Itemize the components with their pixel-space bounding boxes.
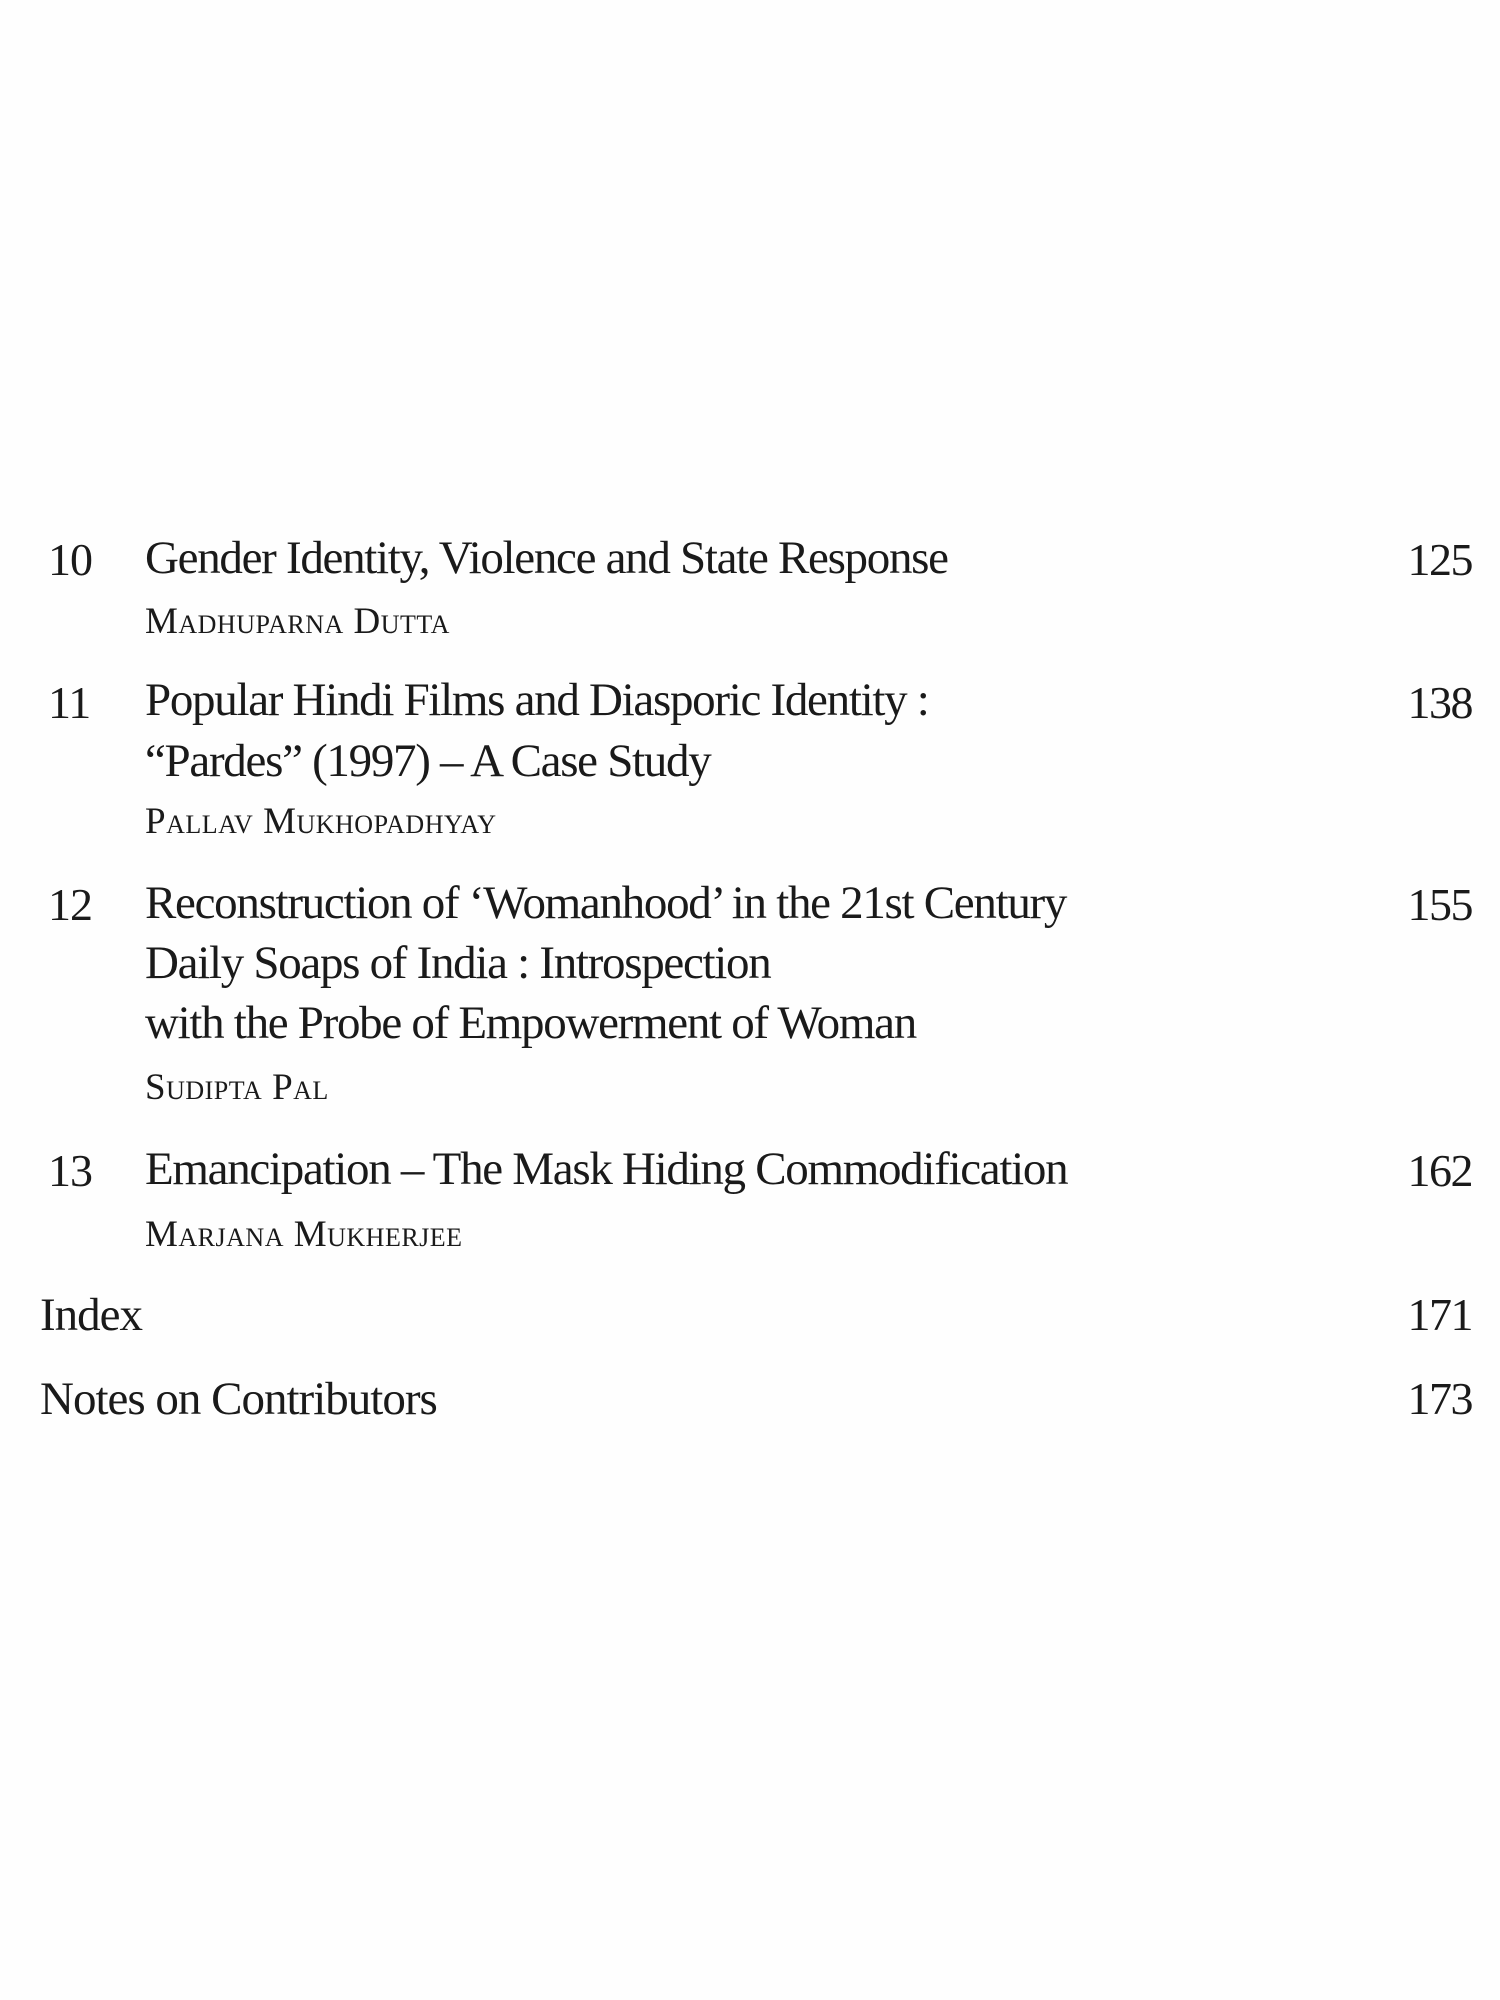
chapter-title: Gender Identity, Violence and State Response (145, 532, 948, 584)
chapter-author: Sudipta Pal (145, 1067, 329, 1108)
page-number: 171 (1407, 1289, 1472, 1340)
chapter-number: 12 (48, 879, 92, 930)
chapter-number: 11 (48, 677, 91, 728)
index-label: Index (40, 1289, 143, 1341)
chapter-author: Pallav Mukhopadhyay (145, 801, 497, 842)
chapter-title: with the Probe of Empowerment of Woman (145, 997, 916, 1049)
chapter-author: Marjana Mukherjee (145, 1214, 463, 1255)
chapter-number: 10 (48, 534, 92, 585)
chapter-title: Reconstruction of ‘Womanhood’ in the 21st Century (145, 877, 1067, 929)
page-number: 138 (1407, 677, 1472, 728)
chapter-title: Daily Soaps of India : Introspection (145, 937, 771, 989)
notes-on-contributors-label: Notes on Contributors (40, 1373, 437, 1425)
page-number: 155 (1407, 879, 1472, 930)
chapter-author: Madhuparna Dutta (145, 601, 450, 642)
page-number: 173 (1407, 1373, 1472, 1424)
chapter-title: Popular Hindi Films and Diasporic Identity : (145, 674, 929, 726)
chapter-title: “Pardes” (1997) – A Case Study (145, 735, 711, 787)
page-number: 125 (1407, 534, 1472, 585)
page-number: 162 (1407, 1145, 1472, 1196)
chapter-number: 13 (48, 1145, 92, 1196)
chapter-title: Emancipation – The Mask Hiding Commodification (145, 1143, 1068, 1195)
